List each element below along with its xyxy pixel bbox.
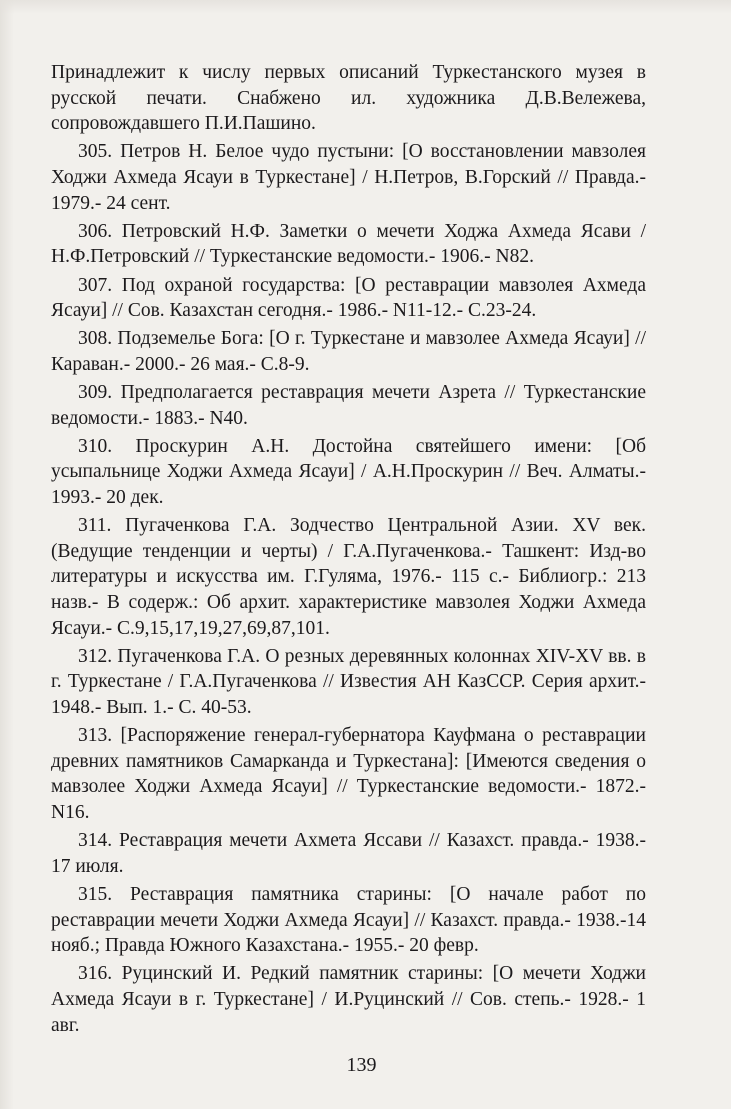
entry-305: 305. Петров Н. Белое чудо пустыни: [О восстановлении мавзолея Ходжи Ахмеда Ясауи в Туркестане] / Н.Петров, В.Горский // Правда.- 1979.- 24 сент. <box>51 141 646 214</box>
entry-307: 307. Под охраной государства: [О реставрации мавзолея Ахмеда Ясауи] // Сов. Казахстан сегодня.- 1986.- N11-12.- С.23-24. <box>51 274 646 322</box>
scan-shadow-left <box>0 0 14 1109</box>
page-body <box>51 60 646 1041</box>
intro-paragraph: Принадлежит к числу первых описаний Туркестанского музея в русской печати. Снабжено ил. художника Д.В.Вележева, сопровождавшего П.И.Пашино. <box>51 62 646 135</box>
entry-309: 309. Предполагается реставрация мечети Азрета // Туркестанские ведомости.- 1883.- N40. <box>51 382 646 429</box>
entry-316: 316. Руцинский И. Редкий памятник старины: [О мечети Ходжи Ахмеда Ясауи в г. Туркестане] / И.Руцинский // Сов. степь.- 1928.- 1 авг. <box>51 963 646 1036</box>
entry-315: 315. Реставрация памятника старины: [О начале работ по реставрации мечети Ходжи Ахмеда Ясауи] // Казахст. правда.- 1938.-14 нояб.; Правда Южного Казахстана.- 1955.- 20 февр. <box>51 883 646 957</box>
entry-314: 314. Реставрация мечети Ахмета Яссави // Казахст. правда.- 1938.- 17 июля. <box>51 830 646 877</box>
entry-310: 310. Проскурин А.Н. Достойна святейшего имени: [Об усыпальнице Ходжи Ахмеда Ясауи] / А.Н.Проскурин // Веч. Алматы.- 1993.- 20 дек. <box>51 435 646 509</box>
entry-311: 311. Пугаченкова Г.А. Зодчество Центральной Азии. XV век. (Ведущие тенденции и черты) / Г.А.Пугаченкова.- Ташкент: Изд-во литературы и искусства им. Г.Гуляма, 1976.- 115 с.- Библиогр.: 213 назв.- В содерж.: Об архит. характеристике мавзолея Ходжи Ахмеда Ясауи.- С.9,15,17,19,27,69,87,101. <box>51 515 646 639</box>
entry-308: 308. Подземелье Бога: [О г. Туркестане и мавзолее Ахмеда Ясауи] // Караван.- 2000.- 26 мая.- С.8-9. <box>51 328 646 375</box>
scan-shadow-top <box>0 0 731 14</box>
entry-313: 313. [Распоряжение генерал-губернатора Кауфмана о реставрации древних памятников Самарканда и Туркестана]: [Имеются сведения о мавзолее Ходжи Ахмеда Ясауи] // Туркестанские ведомости.- 1872.- N16. <box>51 725 646 823</box>
entry-312: 312. Пугаченкова Г.А. О резных деревянных колоннах XIV-XV вв. в г. Туркестане / Г.А.Пугаченкова // Известия АН КазССР. Серия архит.- 1948.- Вып. 1.- С. 40-53. <box>51 645 646 718</box>
page-number: 139 <box>346 1054 377 1076</box>
entry-306: 306. Петровский Н.Ф. Заметки о мечети Ходжа Ахмеда Ясави / Н.Ф.Петровский // Туркестанские ведомости.- 1906.- N82. <box>51 220 646 268</box>
